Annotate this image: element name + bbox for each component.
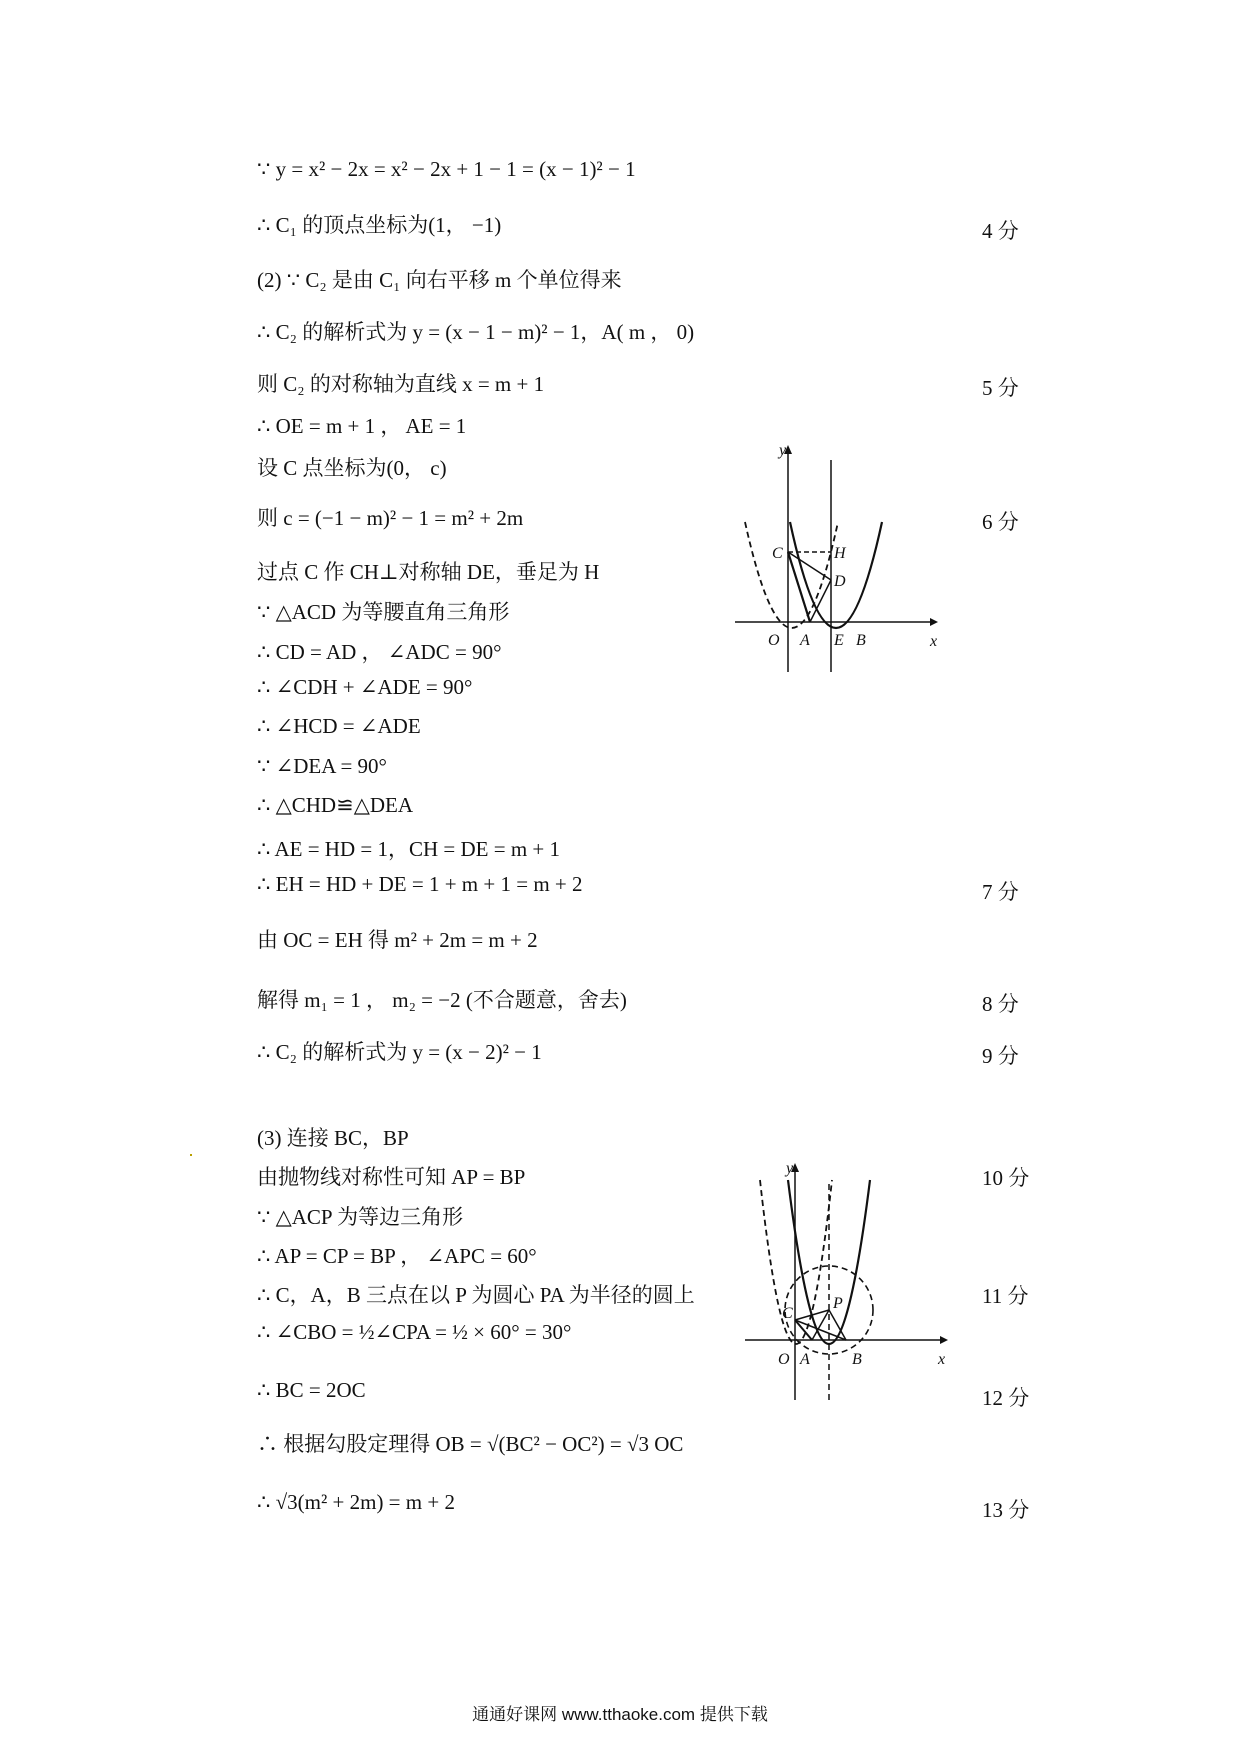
step-line: ∴ C₁ 的顶点坐标为(1， −1): [257, 213, 502, 237]
stray-dot: [190, 1154, 192, 1156]
label-o: O: [778, 1351, 790, 1368]
score-label: 12 分: [982, 1386, 1030, 1410]
label-e: E: [834, 632, 844, 649]
step-line: ∴ √3(m² + 2m) = m + 2: [257, 1490, 455, 1514]
score-label: 11 分: [982, 1284, 1029, 1308]
label-b: B: [856, 632, 866, 649]
footer-text: 通通好课网 www.tthaoke.com 提供下载: [472, 1705, 768, 1724]
step-line: (2) ∵ C₂ 是由 C₁ 向右平移 m 个单位得来: [257, 268, 622, 292]
step-line: ∴ AP = CP = BP ， ∠APC = 60°: [257, 1244, 537, 1268]
label-h: H: [834, 545, 846, 562]
step-line: ∴ AE = HD = 1，CH = DE = m + 1: [257, 837, 560, 861]
step-line: ∴ C，A，B 三点在以 P 为圆心 PA 为半径的圆上: [257, 1283, 695, 1307]
label-b: B: [852, 1351, 862, 1368]
step-line: ∵ ∠DEA = 90°: [257, 754, 387, 778]
label-x: x: [938, 1351, 946, 1368]
label-x: x: [930, 633, 938, 650]
step-line: 由抛物线对称性可知 AP = BP: [257, 1165, 526, 1189]
parabola-figure-2: [740, 1158, 960, 1408]
step-line: (3) 连接 BC，BP: [257, 1126, 409, 1150]
score-label: 13 分: [982, 1498, 1030, 1522]
step-line: ∴ CD = AD ， ∠ADC = 90°: [257, 640, 502, 664]
step-line: ∴ C₂ 的解析式为 y = (x − 2)² − 1: [257, 1040, 542, 1064]
score-label: 10 分: [982, 1166, 1030, 1190]
score-label: 7 分: [982, 880, 1019, 904]
step-line: ∴ ∠HCD = ∠ADE: [257, 714, 421, 738]
label-a: A: [800, 1351, 810, 1368]
label-c: C: [782, 1305, 793, 1322]
label-y: y: [779, 442, 787, 459]
score-label: 8 分: [982, 992, 1019, 1016]
score-label: 4 分: [982, 219, 1019, 243]
step-line: ∴ △CHD≌△DEA: [257, 793, 414, 817]
step-line: 则 c = (−1 − m)² − 1 = m² + 2m: [257, 506, 524, 530]
step-line: 由 OC = EH 得 m² + 2m = m + 2: [257, 928, 538, 952]
step-line: 则 C₂ 的对称轴为直线 x = m + 1: [257, 372, 545, 396]
score-label: 9 分: [982, 1044, 1019, 1068]
score-label: 5 分: [982, 376, 1019, 400]
parabola-figure-1: [730, 440, 950, 680]
step-line: 过点 C 作 CH⊥对称轴 DE，垂足为 H: [257, 560, 600, 584]
step-line: ∵ △ACD 为等腰直角三角形: [257, 600, 510, 624]
label-y: y: [786, 1160, 794, 1177]
label-c: C: [772, 545, 783, 562]
label-a: A: [800, 632, 810, 649]
step-line: ∴ ∠CDH + ∠ADE = 90°: [257, 675, 473, 699]
step-line: ∴ EH = HD + DE = 1 + m + 1 = m + 2: [257, 872, 583, 896]
step-line: 设 C 点坐标为(0， c): [257, 456, 447, 480]
step-line: ∵ △ACP 为等边三角形: [257, 1205, 464, 1229]
step-line: ∴ C₂ 的解析式为 y = (x − 1 − m)² − 1，A( m ， 0): [257, 320, 695, 344]
step-line: ∵ y = x² − 2x = x² − 2x + 1 − 1 = (x − 1)² − 1: [257, 157, 636, 181]
label-d: D: [834, 573, 846, 590]
step-line: ∴ OE = m + 1 ， AE = 1: [257, 414, 467, 438]
score-label: 6 分: [982, 510, 1019, 534]
step-line: ∴ BC = 2OC: [257, 1378, 366, 1402]
step-line: ∴ ∠CBO = ½∠CPA = ½ × 60° = 30°: [257, 1320, 572, 1344]
x-axis-arrow: [930, 618, 938, 626]
x-axis-arrow: [940, 1336, 948, 1344]
label-p: P: [833, 1295, 843, 1312]
label-o: O: [768, 632, 780, 649]
step-line: ∴ 根据勾股定理得 OB = √(BC² − OC²) = √3 OC: [257, 1432, 684, 1456]
step-line: 解得 m₁ = 1 ， m₂ = −2 (不合题意，舍去): [257, 988, 627, 1012]
